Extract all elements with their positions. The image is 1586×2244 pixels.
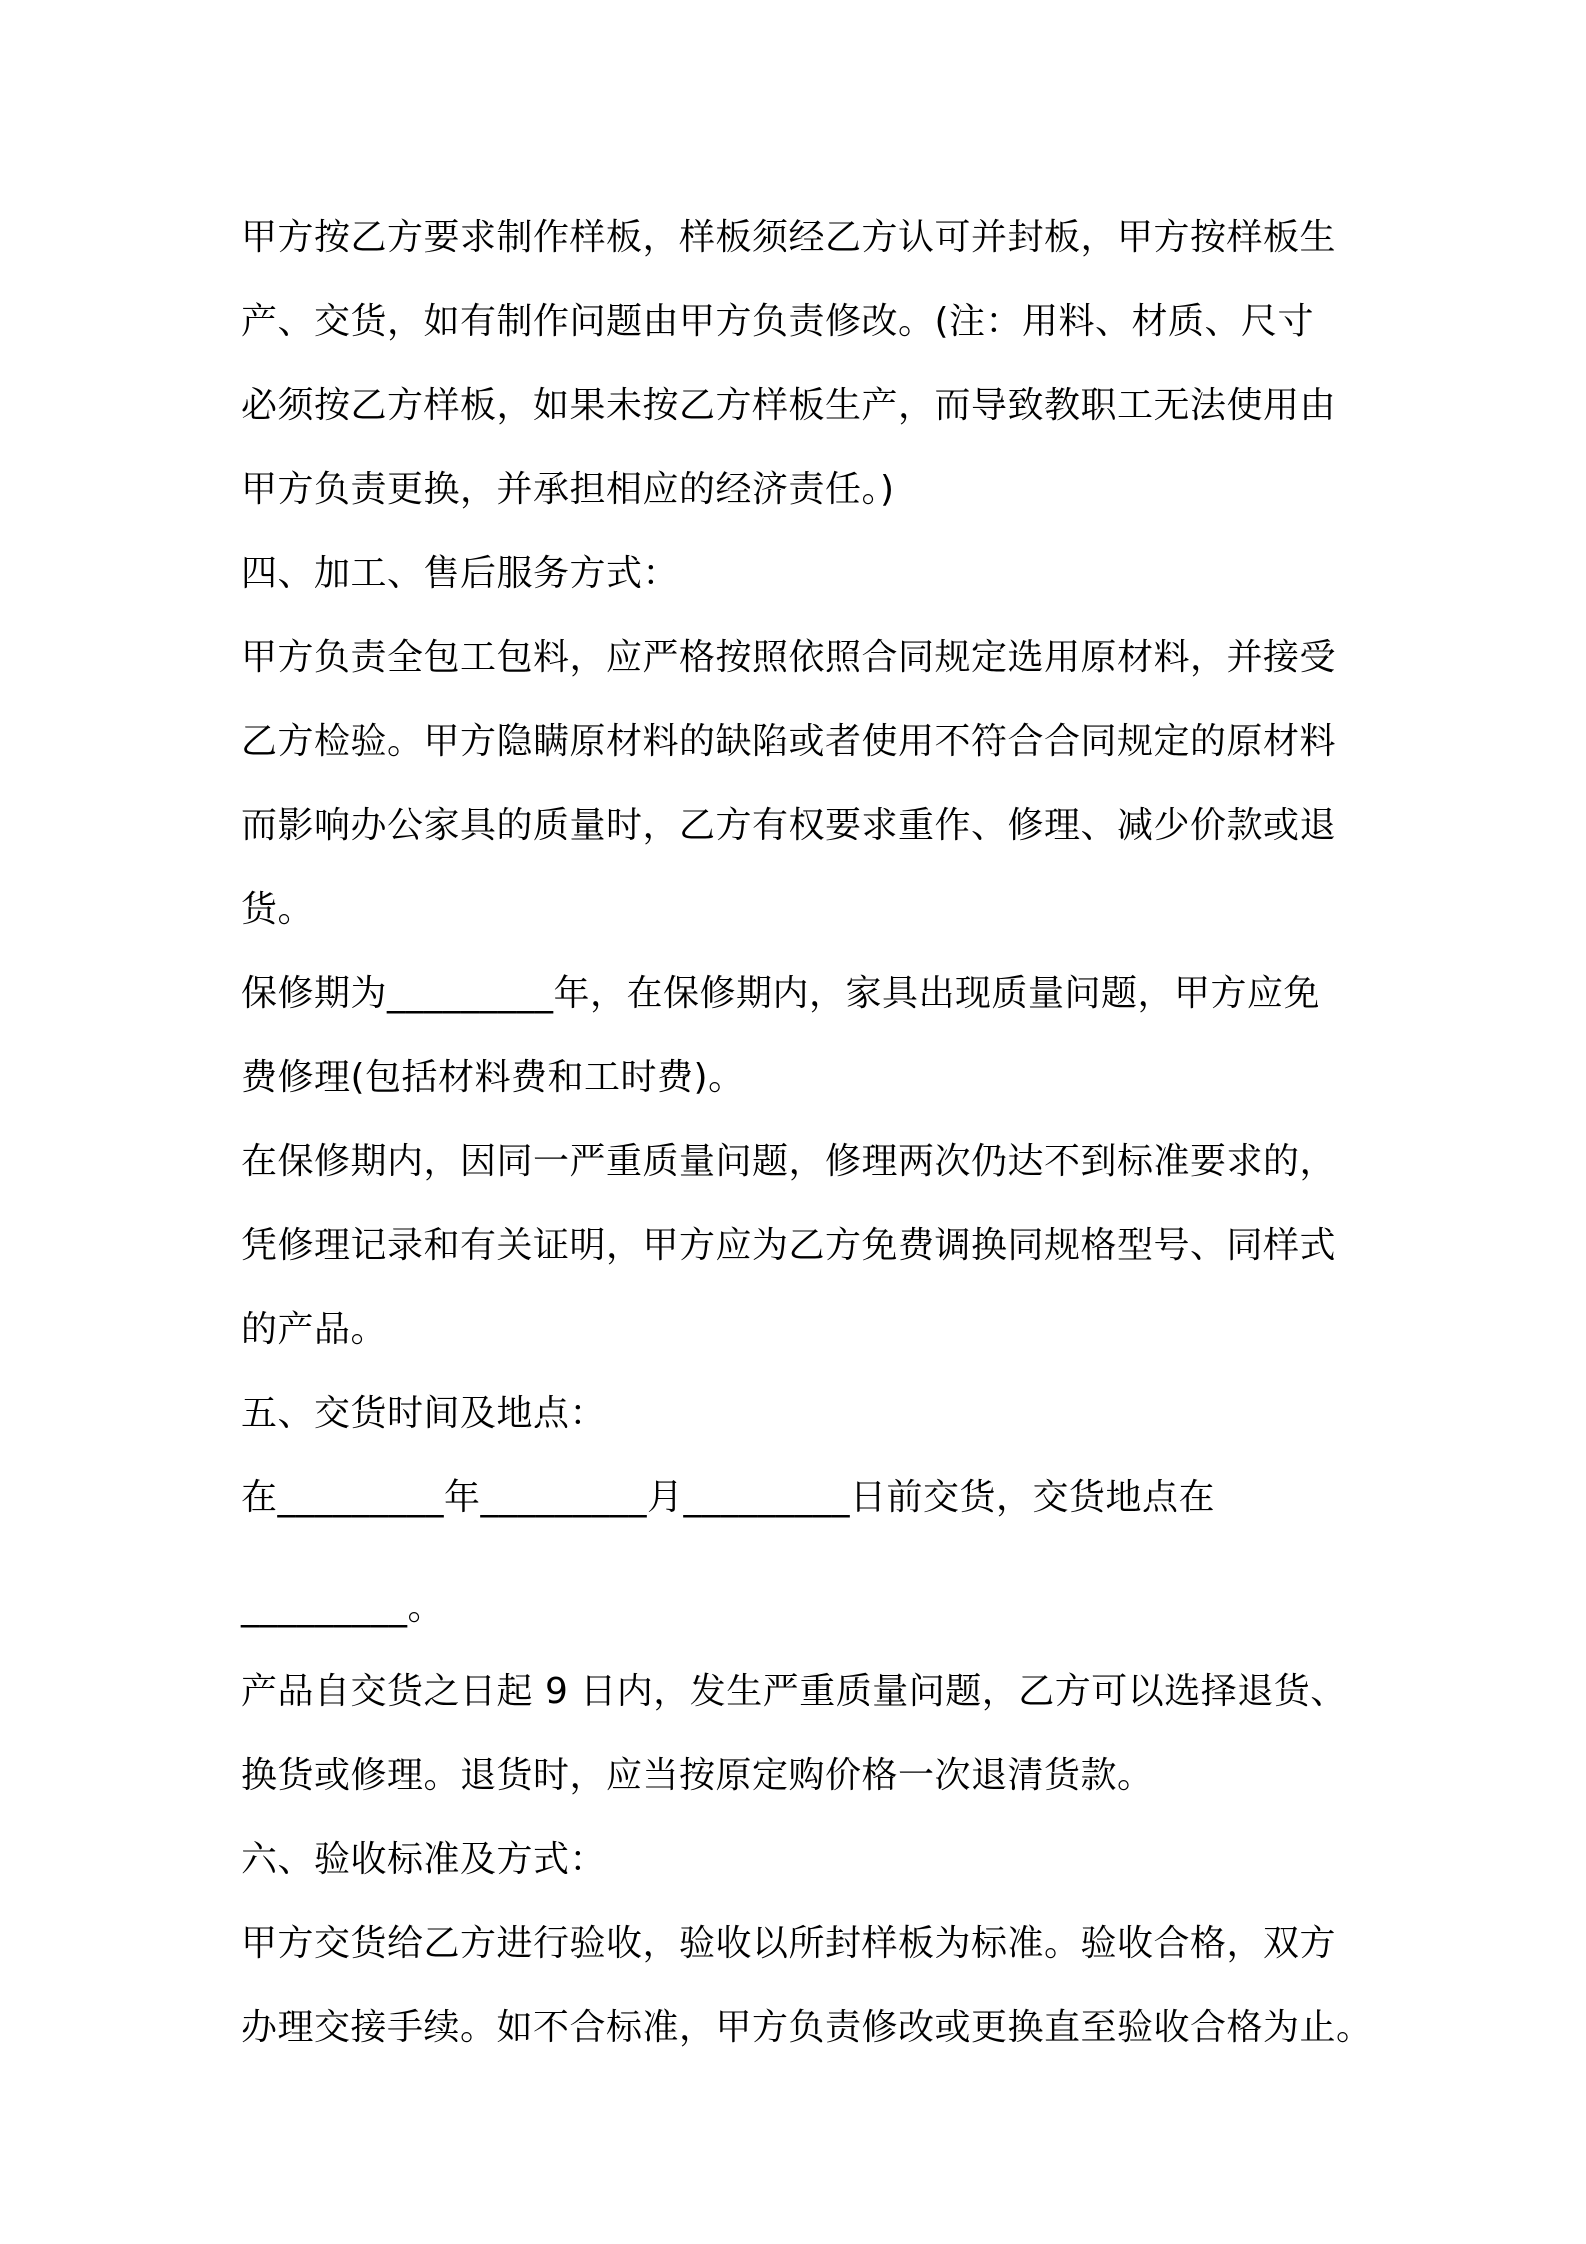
paragraph-line: 乙方检验。甲方隐瞒原材料的缺陷或者使用不符合合同规定的原材料 (241, 721, 1337, 762)
paragraph-line: 办理交接手续。如不合标准，甲方负责修改或更换直至验收合格为止。 (241, 2007, 1373, 2048)
paragraph-line: 甲方交货给乙方进行验收，验收以所封样板为标准。验收合格，双方 (241, 1923, 1337, 1964)
paragraph-line: 换货或修理。退货时，应当按原定购价格一次退清货款。 (241, 1755, 1154, 1796)
paragraph-line: 的产品。 (241, 1309, 388, 1350)
delivery-place-line: _________。 (241, 1587, 445, 1628)
section-heading-4: 四、加工、售后服务方式： (241, 553, 680, 594)
warranty-line: 保修期为_________年，在保修期内，家具出现质量问题，甲方应免 (241, 973, 1321, 1014)
delivery-date-line: 在_________年_________月_________日前交货，交货地点在 (241, 1477, 1216, 1518)
section-heading-5: 五、交货时间及地点： (241, 1393, 607, 1434)
paragraph-line: 而影响办公家具的质量时，乙方有权要求重作、修理、减少价款或退 (241, 805, 1337, 846)
paragraph-line: 必须按乙方样板，如果未按乙方样板生产，而导致教职工无法使用由 (241, 385, 1337, 426)
paragraph-line: 货。 (241, 889, 315, 930)
paragraph-line: 费修理(包括材料费和工时费)。 (241, 1057, 745, 1098)
paragraph-line: 甲方负责全包工包料，应严格按照依照合同规定选用原材料，并接受 (241, 637, 1337, 678)
paragraph-line: 产、交货，如有制作问题由甲方负责修改。(注：用料、材质、尺寸 (241, 301, 1315, 342)
paragraph-line: 产品自交货之日起 9 日内，发生严重质量问题，乙方可以选择退货、 (241, 1671, 1347, 1712)
section-heading-6: 六、验收标准及方式： (241, 1839, 607, 1880)
paragraph-line: 甲方按乙方要求制作样板，样板须经乙方认可并封板，甲方按样板生 (241, 217, 1337, 258)
paragraph-line: 甲方负责更换，并承担相应的经济责任。) (241, 469, 895, 510)
document-page (241, 196, 1373, 2070)
paragraph-line: 在保修期内，因同一严重质量问题，修理两次仍达不到标准要求的， (241, 1141, 1337, 1182)
paragraph-line: 凭修理记录和有关证明，甲方应为乙方免费调换同规格型号、同样式 (241, 1225, 1337, 1266)
